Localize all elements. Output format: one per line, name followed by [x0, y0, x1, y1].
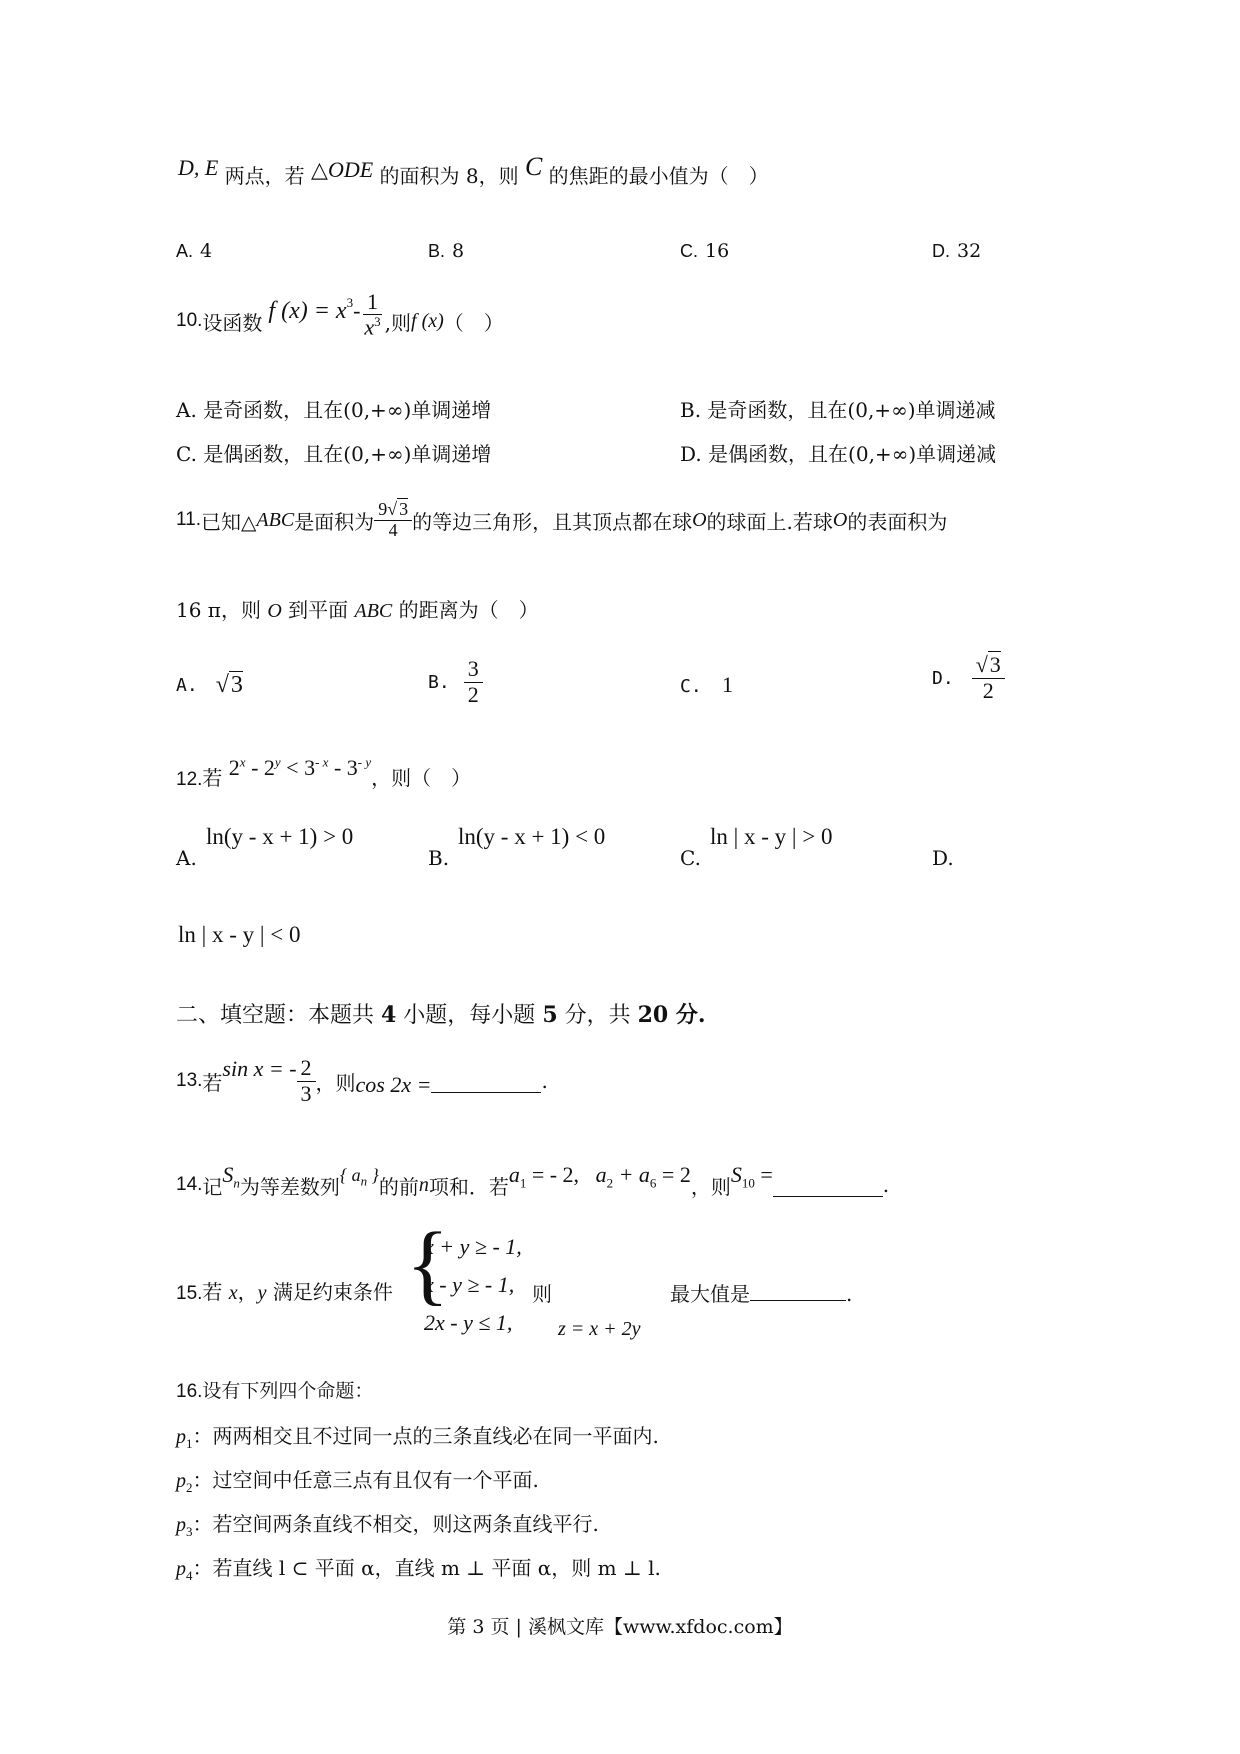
q15-then: 则 [532, 1282, 552, 1306]
q16-proposition-1: $p_1$：两两相交且不过同一点的三条直线必在同一平面内. [176, 1424, 659, 1451]
q14-stem: 14. 记 $S_n$ 为等差数列 { $a_n$ } 的前 n 项和．若 $a_1$ = - 2, $a_2 + a_6 = 2$ ，则 $S_{10}$ = . [176, 1162, 890, 1199]
q11-option-b: B. $\frac{3}{2}$ [428, 646, 483, 718]
q12-stem: 12.若 $2^x - 2^y < 3^{- x} - 3^{- y}$，则（ ） [176, 754, 472, 790]
q10-stem: 10. 设函数 f (x) = x 3 - $\frac{1}{x^3}$ ,则 f (x) （ ） [176, 289, 504, 340]
q15-tail: 最大值是 . [670, 1282, 853, 1306]
q10-fraction: $\frac{1}{x^3}$ [364, 289, 381, 340]
q15-constraint-2: x - y ≥ - 1, [424, 1272, 515, 1297]
q9-option-d: D. 32 [932, 240, 982, 262]
q9-stem: D, E 两点，若 △ODE 的面积为 8，则 C 的焦距的最小值为（ ） [178, 152, 769, 188]
q11-line2: 16 π，则 O 到平面 ABC 的距离为（ ） [176, 598, 539, 622]
q12-option-d: D. [932, 846, 954, 870]
q13-answer-blank[interactable] [431, 1070, 541, 1093]
page-footer: 第 3 页 | 溪枫文库【www.xfdoc.com】 [447, 1616, 793, 1638]
q10-option-c: C. 是偶函数，且在(0,+∞)单调递增 [176, 442, 492, 466]
q11-option-a: A. √3 [176, 672, 243, 698]
q12-option-d-text: ln | x - y | < 0 [178, 922, 301, 947]
q15-answer-blank[interactable] [750, 1280, 846, 1301]
q9-points: D, E [178, 155, 219, 180]
q9-option-c: C. 16 [680, 240, 730, 262]
q13-fraction: $\frac{2}{3}$ [297, 1056, 316, 1105]
q14-answer-blank[interactable] [773, 1174, 883, 1197]
q10-option-a: A. 是奇函数，且在(0,+∞)单调递增 [176, 398, 492, 422]
q14-sequence: { $a_n$ } [339, 1164, 379, 1189]
section2-heading: 二、填空题：本题共 4 小题，每小题 5 分，共 20 分. [176, 1002, 706, 1028]
q10-option-d: D. 是偶函数，且在(0,+∞)单调递减 [680, 442, 997, 466]
q16-stem: 16.设有下列四个命题： [176, 1380, 374, 1402]
q13-stem: 13. 若 sin x = - $\frac{2}{3}$ ，则 cos 2x = . [176, 1055, 548, 1106]
q11-fraction: $\frac{9√ 3}{4}$ [374, 500, 412, 541]
q11-stem: 11. 已知△ ABC 是面积为 $\frac{9√ 3}{4}$ 的等边三角形，且其顶点都在球 O 的球面上.若球 O 的表面积为 [176, 498, 948, 540]
q16-proposition-2: $p_2$：过空间中任意三点有且仅有一个平面. [176, 1468, 539, 1495]
q16-proposition-4: $p_4$：若直线 l ⊂ 平面 α，直线 m ⊥ 平面 α，则 m ⊥ l. [176, 1556, 661, 1583]
q9-option-b: B. 8 [428, 240, 465, 262]
q15-stem: 15.若 x，y 满足约束条件 [176, 1280, 393, 1304]
q10-option-b: B. 是奇函数，且在(0,+∞)单调递减 [680, 398, 996, 422]
q15-brace: { [406, 1215, 450, 1314]
q15-objective: z = x + 2y [558, 1318, 641, 1340]
q11-option-d: D. $\frac{√3}{2}$ [932, 640, 1005, 716]
q15-constraint-3: 2x - y ≤ 1, [424, 1310, 513, 1335]
q15-constraint-1: x + y ≥ - 1, [424, 1234, 522, 1259]
q11-option-c: C. 1 [680, 672, 734, 697]
q9-option-a: A. 4 [176, 240, 213, 262]
q16-proposition-3: $p_3$：若空间两条直线不相交，则这两条直线平行. [176, 1512, 599, 1539]
